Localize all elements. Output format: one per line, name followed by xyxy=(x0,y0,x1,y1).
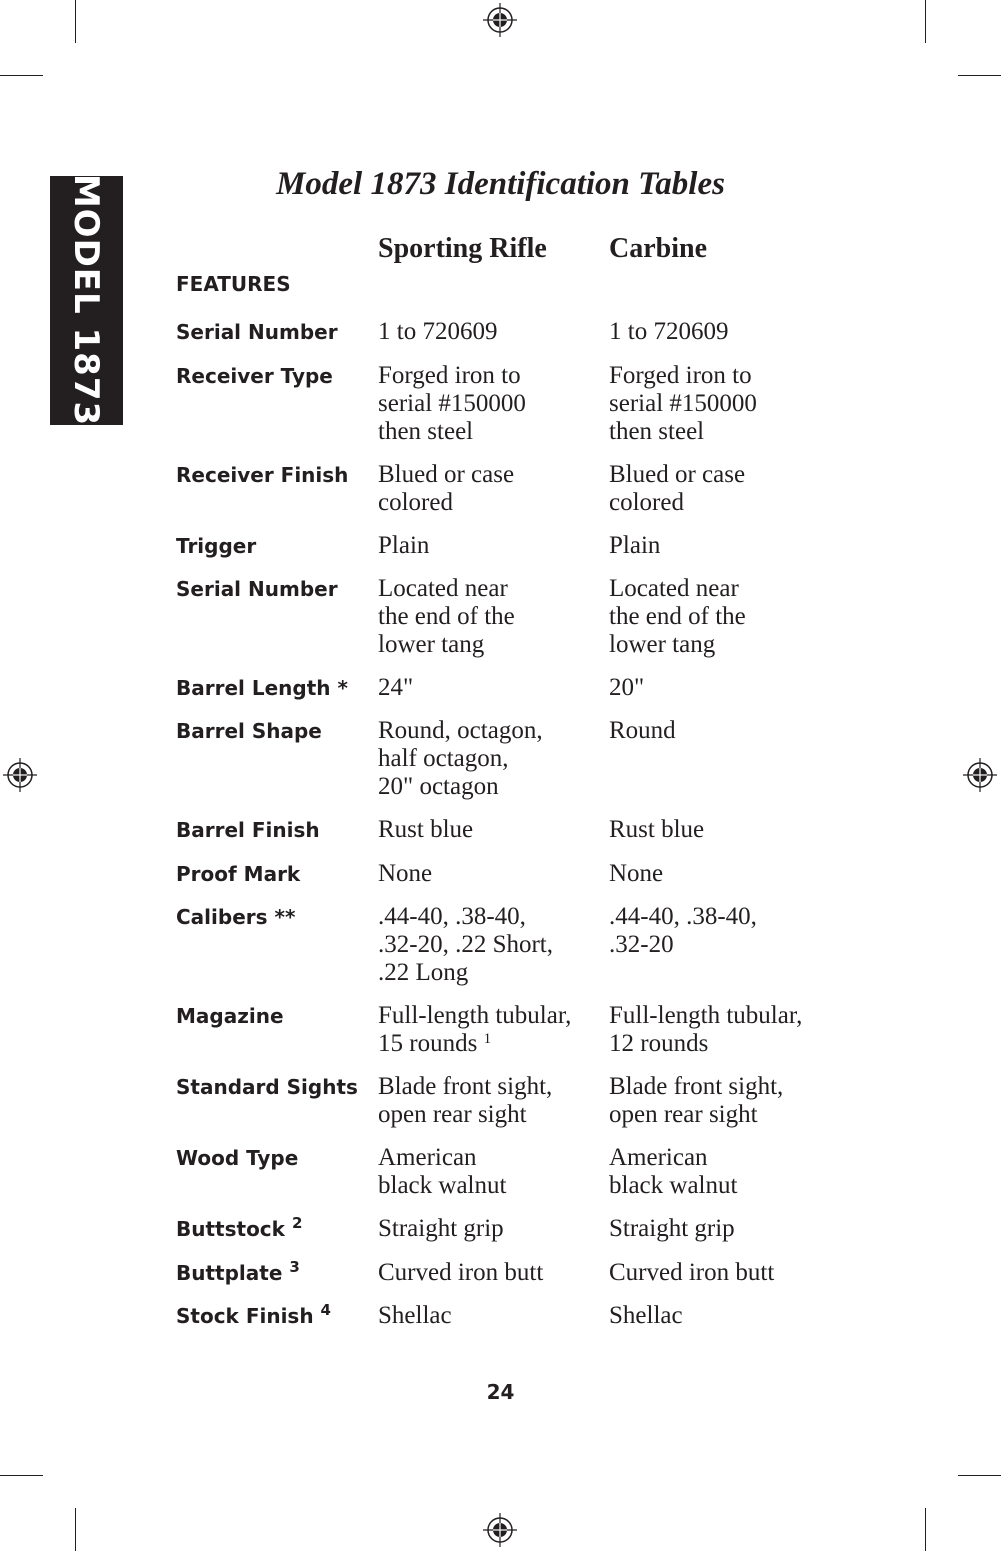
carbine-cell: Plain xyxy=(609,532,661,559)
crop-mark xyxy=(925,1508,926,1551)
sporting-rifle-cell: 1 to 720609 xyxy=(378,318,498,345)
crop-mark xyxy=(958,75,1001,76)
sporting-rifle-cell: Shellac xyxy=(378,1302,452,1329)
carbine-cell: Straight grip xyxy=(609,1215,735,1242)
feature-label: Receiver Type xyxy=(176,364,333,388)
carbine-cell: 1 to 720609 xyxy=(609,318,729,345)
sporting-rifle-cell: Located near the end of the lower tang xyxy=(378,575,515,658)
feature-label: Barrel Shape xyxy=(176,719,322,743)
carbine-cell: .44-40, .38-40, .32-20 xyxy=(609,903,757,958)
footnote-ref: 1 xyxy=(483,1031,492,1047)
feature-label: Trigger xyxy=(176,534,257,558)
sporting-rifle-cell: American black walnut xyxy=(378,1144,507,1199)
crop-mark xyxy=(0,75,43,76)
feature-label: Calibers ** xyxy=(176,905,296,929)
sporting-rifle-cell: 24" xyxy=(378,674,414,701)
sporting-rifle-cell: .44-40, .38-40, .32-20, .22 Short, .22 Long xyxy=(378,903,553,986)
registration-mark-icon xyxy=(483,1513,517,1547)
sporting-rifle-cell: Blade front sight, open rear sight xyxy=(378,1073,553,1128)
feature-label: Buttplate $^3$ xyxy=(176,1258,300,1285)
registration-mark-icon xyxy=(483,3,517,37)
crop-mark xyxy=(958,1475,1001,1476)
crop-mark xyxy=(925,0,926,43)
feature-label: Standard Sights xyxy=(176,1075,358,1099)
column-header-sporting-rifle: Sporting Rifle xyxy=(378,233,547,264)
footnote-ref: 2 xyxy=(291,1214,303,1232)
registration-mark-icon xyxy=(963,758,997,792)
carbine-cell: Blued or case colored xyxy=(609,461,746,516)
carbine-cell: Round xyxy=(609,717,676,744)
carbine-cell: Full-length tubular, 12 rounds xyxy=(609,1002,803,1057)
feature-label: Buttstock $^2$ xyxy=(176,1214,303,1241)
carbine-cell: Blade front sight, open rear sight xyxy=(609,1073,784,1128)
carbine-cell: Rust blue xyxy=(609,816,705,843)
feature-label: Wood Type xyxy=(176,1146,299,1170)
carbine-cell: Located near the end of the lower tang xyxy=(609,575,746,658)
column-header-carbine: Carbine xyxy=(609,233,707,264)
column-header-features: FEATURES xyxy=(176,272,291,296)
carbine-cell: Curved iron butt xyxy=(609,1259,775,1286)
carbine-cell: Forged iron to serial #150000 then steel xyxy=(609,362,757,445)
feature-label: Proof Mark xyxy=(176,862,301,886)
carbine-cell: American black walnut xyxy=(609,1144,738,1199)
footnote-ref: 4 xyxy=(320,1301,331,1319)
feature-label: Stock Finish $^4$ xyxy=(176,1301,331,1328)
crop-mark xyxy=(75,0,76,43)
feature-label: Magazine xyxy=(176,1004,284,1028)
registration-mark-icon xyxy=(3,758,37,792)
sporting-rifle-cell: Plain xyxy=(378,532,430,559)
sporting-rifle-cell: None xyxy=(378,860,433,887)
crop-mark xyxy=(0,1475,43,1476)
sporting-rifle-cell: Forged iron to serial #150000 then steel xyxy=(378,362,526,445)
feature-label: Serial Number xyxy=(176,320,338,344)
sporting-rifle-cell: Blued or case colored xyxy=(378,461,515,516)
footnote-ref: 3 xyxy=(289,1258,300,1276)
feature-label: Receiver Finish xyxy=(176,463,349,487)
chapter-tab-label: MODEL 1873 xyxy=(66,173,106,427)
feature-label: Barrel Length * xyxy=(176,676,348,700)
feature-label: Serial Number xyxy=(176,577,338,601)
sporting-rifle-cell: Round, octagon, half octagon, 20" octagon xyxy=(378,717,543,800)
crop-mark xyxy=(75,1508,76,1551)
carbine-cell: None xyxy=(609,860,664,887)
sporting-rifle-cell: Straight grip xyxy=(378,1215,504,1242)
feature-label: Barrel Finish xyxy=(176,818,320,842)
sporting-rifle-cell: Rust blue xyxy=(378,816,474,843)
page-number: 24 xyxy=(486,1380,515,1404)
carbine-cell: Shellac xyxy=(609,1302,683,1329)
page-title: Model 1873 Identification Tables xyxy=(276,166,725,202)
carbine-cell: 20" xyxy=(609,674,645,701)
sporting-rifle-cell: Full-length tubular, 15 rounds $^1$ xyxy=(378,1002,572,1057)
sporting-rifle-cell: Curved iron butt xyxy=(378,1259,544,1286)
